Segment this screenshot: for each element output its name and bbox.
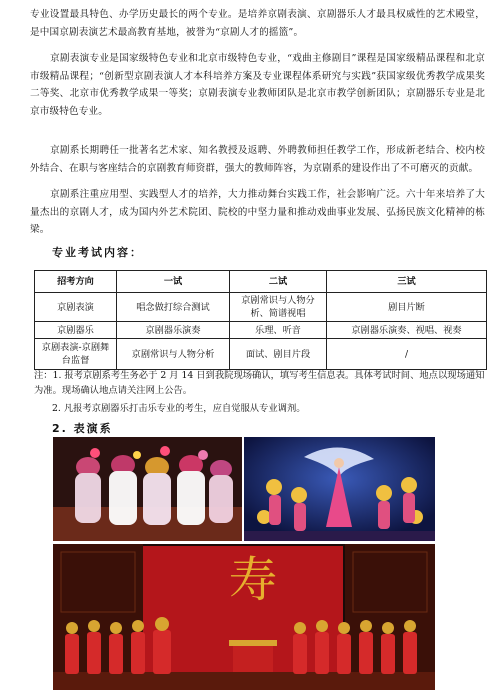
section-2-title: 2. 表演系 — [52, 422, 113, 435]
header-round-1: 一试 — [117, 271, 230, 293]
intro-paragraph-4: 京剧系注重应用型、实践型人才的培养，大力推动舞台实践工作，社会影响广泛。六十年来培养了大量杰出的京剧人才，成为国内外艺术院团、院校的中坚力量和推动戏曲事业发展、弘扬民族文化精神的栋梁。 — [30, 189, 485, 235]
exam-table — [34, 270, 487, 370]
table-row — [35, 322, 487, 339]
intro-paragraph-1: 专业设置最具特色、办学历史最长的两个专业。是培养京剧表演、京剧器乐人才最具权威性的艺术殿堂，是中国京剧表演艺术最高教育基地，被誉为“京剧人才的摇篮”。 — [30, 9, 485, 38]
table-cell: 唱念做打综合测试 — [117, 293, 230, 322]
table-cell: 乐理、听音 — [230, 322, 327, 339]
table-row — [35, 339, 487, 370]
table-cell: / — [327, 339, 487, 370]
table-cell: 京剧器乐演奏 — [117, 322, 230, 339]
calligraphy-character: 寿 — [228, 552, 277, 608]
exam-table-header-row — [35, 271, 487, 293]
header-direction: 招考方向 — [35, 271, 117, 293]
table-cell: 京剧器乐演奏、视唱、视奏 — [327, 322, 487, 339]
photo-opera-troupe-stage — [53, 544, 435, 690]
header-round-3: 三试 — [327, 271, 487, 293]
header-round-2: 二试 — [230, 271, 327, 293]
intro-paragraph-2: 京剧表演专业是国家级特色专业和北京市级特色专业，“戏曲主修剧目”课程是国家级精品课程和北京市级精品课程；“创新型京剧表演人才本科培养方案及专业课程体系研究与实践”获国家级优秀教学成果奖二等奖、北京市优秀教学成果一等奖；京剧表演专业教师团队是北京市教学创新团队；京剧器乐专业是北京市级特色专业。 — [30, 53, 485, 117]
photo-opera-performers — [53, 437, 242, 541]
intro-paragraph-3: 京剧系长期聘任一批著名艺术家、知名教授及返聘、外聘教师担任教学工作，形成新老结合、校内校外结合、在职与客座结合的京剧教育师资群，强大的教师阵容，为京剧系的建设作出了不可磨灭的贡献。 — [30, 145, 485, 174]
table-cell: 剧目片断 — [327, 293, 487, 322]
photo-dance-performance — [244, 437, 435, 541]
exam-note-2: 2. 凡报考京剧器乐打击乐专业的考生，应自觉服从专业调剂。 — [52, 403, 306, 414]
table-cell: 京剧常识与人物分析、简谱视唱 — [230, 293, 327, 322]
table-cell: 京剧表演 — [35, 293, 117, 322]
table-cell: 京剧表演-京剧舞台监督 — [35, 339, 117, 370]
table-cell: 面试、剧目片段 — [230, 339, 327, 370]
exam-heading: 专业考试内容： — [52, 246, 143, 259]
table-row — [35, 293, 487, 322]
exam-note-1: 注：1. 报考京剧系考生务必于 2 月 14 日到我院现场确认，填写考生信息表。具体考试时间、地点以现场通知为准。现场确认地点请关注网上公告。 — [34, 370, 485, 396]
table-cell: 京剧器乐 — [35, 322, 117, 339]
table-cell: 京剧常识与人物分析 — [117, 339, 230, 370]
